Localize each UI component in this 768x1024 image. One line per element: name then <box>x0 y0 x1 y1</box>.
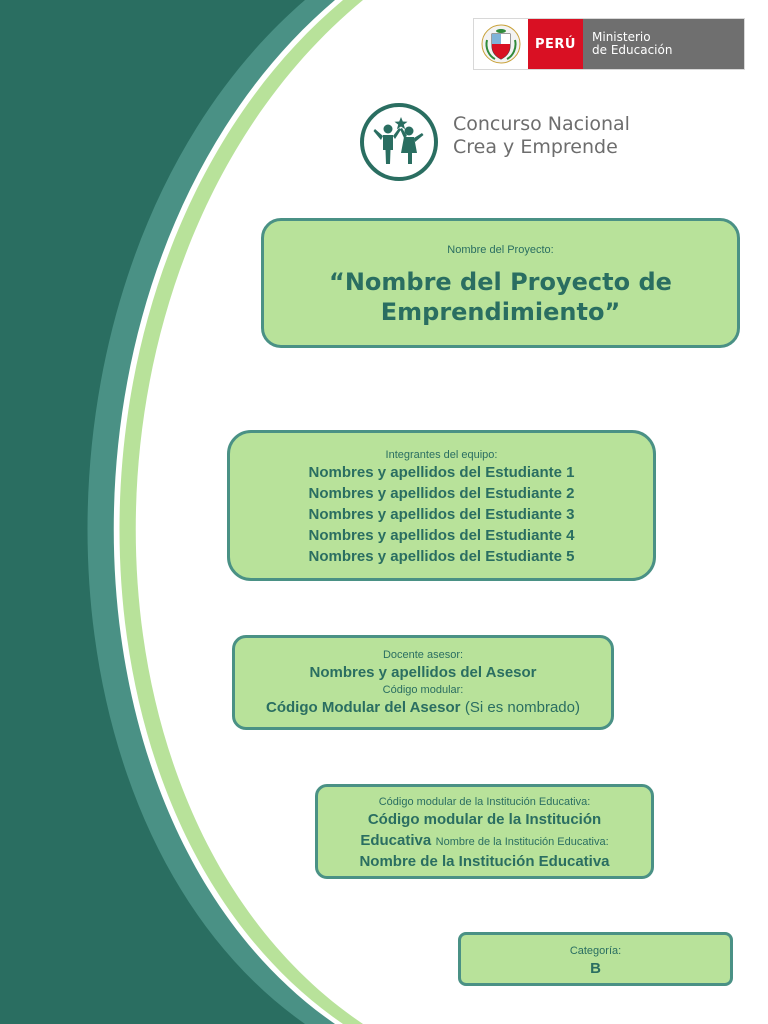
advisor-code-label: Código modular: <box>382 684 464 696</box>
peru-coat-of-arms-icon <box>474 19 528 69</box>
children-star-icon <box>359 102 439 182</box>
project-name-box <box>261 218 740 348</box>
institution-name-label: Nombre de la Institución Educativa: <box>435 836 609 848</box>
ministry-line-2: de Educación <box>592 43 673 57</box>
advisor-box <box>232 635 614 730</box>
institution-code: Código modular de la Institución Educativa <box>360 811 602 849</box>
team-member: Nombres y apellidos del Estudiante 1 <box>308 464 575 481</box>
advisor-label: Docente asesor: <box>382 649 464 661</box>
contest-logo <box>359 100 659 184</box>
team-member: Nombres y apellidos del Estudiante 3 <box>308 506 575 523</box>
team-member: Nombres y apellidos del Estudiante 2 <box>308 485 575 502</box>
contest-title-line-1: Concurso Nacional <box>453 113 630 135</box>
advisor-code-line <box>235 697 611 718</box>
project-title: “Nombre del Proyecto de Emprendimiento” <box>329 268 672 326</box>
category-box <box>458 932 733 986</box>
institution-code-line <box>338 809 631 851</box>
ministry-name <box>583 19 744 69</box>
advisor-code-note: (Si es nombrado) <box>464 699 580 716</box>
team-member: Nombres y apellidos del Estudiante 5 <box>308 548 575 565</box>
advisor-name: Nombres y apellidos del Asesor <box>309 664 537 681</box>
category-label: Categoría: <box>569 945 622 957</box>
institution-name: Nombre de la Institución Educativa <box>359 853 610 870</box>
team-members-box <box>227 430 656 581</box>
team-member: Nombres y apellidos del Estudiante 4 <box>308 527 575 544</box>
peru-label: PERÚ <box>528 19 583 69</box>
category-value: B <box>590 960 601 977</box>
team-label: Integrantes del equipo: <box>385 449 498 461</box>
advisor-code: Código Modular del Asesor <box>266 699 461 716</box>
ministry-logo <box>473 18 745 70</box>
contest-title <box>453 113 630 159</box>
institution-box <box>315 784 654 879</box>
ministry-line-1: Ministerio <box>592 30 651 44</box>
project-label: Nombre del Proyecto: <box>447 244 554 256</box>
institution-code-label: Código modular de la Institución Educativa: <box>378 796 591 808</box>
contest-title-line-2: Crea y Emprende <box>453 136 618 158</box>
